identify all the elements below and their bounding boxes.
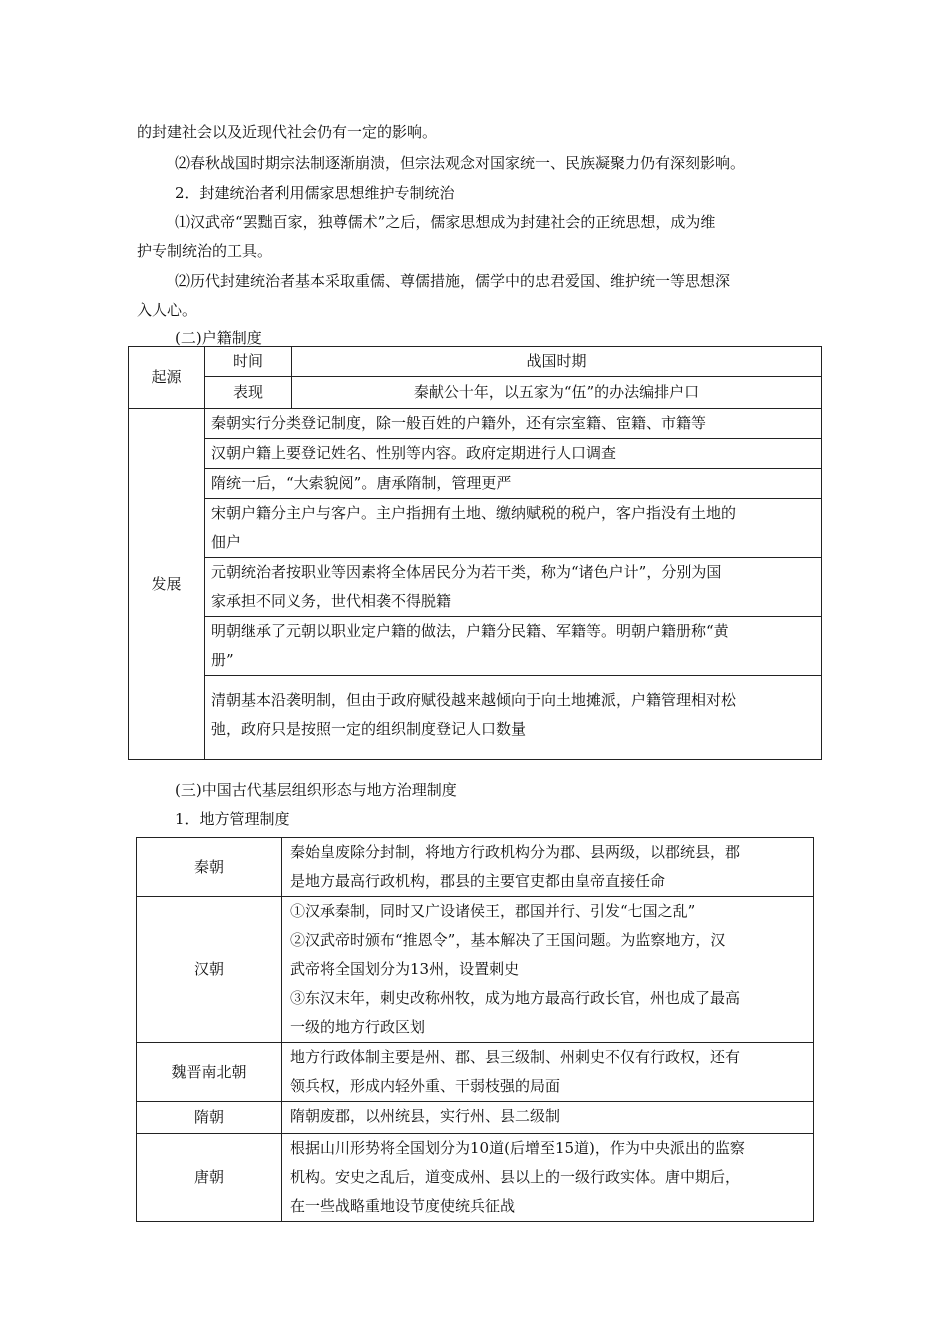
dev-row-line: 汉朝户籍上要登记姓名、性别等内容。政府定期进行人口调查 xyxy=(211,444,617,462)
dev-row-line: 佃户 xyxy=(211,533,242,551)
dev-row-line: 明朝继承了元朝以职业定户籍的做法，户籍分民籍、军籍等。明朝户籍册称“黄 xyxy=(211,622,729,640)
dev-row xyxy=(205,439,822,469)
policy-line: 是地方最高行政机构，郡县的主要官吏都由皇帝直接任命 xyxy=(290,872,666,890)
dev-row xyxy=(205,617,822,676)
policy-cell xyxy=(282,1043,814,1102)
dev-row xyxy=(205,469,822,499)
section-2-title: (二)户籍制度 xyxy=(175,329,262,347)
policy-line: ③东汉末年，刺史改称州牧，成为地方最高行政长官，州也成了最高 xyxy=(290,989,741,1007)
dynasty-cell: 魏晋南北朝 xyxy=(137,1043,282,1102)
perf-label: 表现 xyxy=(205,377,292,409)
policy-line: 根据山川形势将全国划分为10道(后增至15道)，作为中央派出的监察 xyxy=(290,1139,745,1157)
paragraph-2: ⑵春秋战国时期宗法制逐渐崩溃，但宗法观念对国家统一、民族凝聚力仍有深刻影响。 xyxy=(175,154,746,172)
dynasty-cell: 秦朝 xyxy=(137,838,282,897)
dev-row-line: 秦朝实行分类登记制度，除一般百姓的户籍外，还有宗室籍、宦籍、市籍等 xyxy=(211,414,707,432)
paragraph-3: 2．封建统治者利用儒家思想维护专制统治 xyxy=(175,184,455,202)
perf-value: 秦献公十年，以五家为“伍”的办法编排户口 xyxy=(292,377,822,409)
dev-row xyxy=(205,409,822,439)
policy-cell xyxy=(282,1134,814,1222)
dev-row-line: 清朝基本沿袭明制，但由于政府赋役越来越倾向于向土地摊派，户籍管理相对松 xyxy=(211,691,737,709)
dev-row-line: 隋统一后，“大索貌阅”。唐承隋制，管理更严 xyxy=(211,474,512,492)
dev-row-line: 册” xyxy=(211,651,234,669)
paragraph-6: ⑵历代封建统治者基本采取重儒、尊儒措施，儒学中的忠君爱国、维护统一等思想深 xyxy=(175,272,731,290)
dev-row xyxy=(205,558,822,617)
paragraph-1: 的封建社会以及近现代社会仍有一定的影响。 xyxy=(137,123,438,141)
paragraph-4: ⑴汉武帝“罢黜百家，独尊儒术”之后，儒家思想成为封建社会的正统思想，成为维 xyxy=(175,213,716,231)
paragraph-7: 入人心。 xyxy=(137,301,198,319)
huji-table xyxy=(128,346,822,760)
policy-line: ②汉武帝时颁布“推恩令”，基本解决了王国问题。为监察地方，汉 xyxy=(290,931,726,949)
policy-line: 在一些战略重地设节度使统兵征战 xyxy=(290,1197,516,1215)
dev-label: 发展 xyxy=(129,409,205,760)
policy-line: 秦始皇废除分封制，将地方行政机构分为郡、县两级，以郡统县，郡 xyxy=(290,843,741,861)
dev-row-line: 弛，政府只是按照一定的组织制度登记人口数量 xyxy=(211,720,527,738)
time-value: 战国时期 xyxy=(292,347,822,377)
policy-line: 一级的地方行政区划 xyxy=(290,1018,426,1036)
difang-table xyxy=(136,837,814,1222)
policy-line: 武帝将全国划分为13州，设置刺史 xyxy=(290,960,520,978)
paragraph-5: 护专制统治的工具。 xyxy=(137,242,273,260)
dynasty-cell: 唐朝 xyxy=(137,1134,282,1222)
dev-row-line: 元朝统治者按职业等因素将全体居民分为若干类，称为“诸色户计”，分别为国 xyxy=(211,563,722,581)
dynasty-cell: 汉朝 xyxy=(137,897,282,1043)
section-3-title: (三)中国古代基层组织形态与地方治理制度 xyxy=(175,781,457,799)
origin-label: 起源 xyxy=(129,347,205,409)
policy-line: ①汉承秦制，同时又广设诸侯王，郡国并行、引发“七国之乱” xyxy=(290,902,696,920)
policy-line: 隋朝废郡，以州统县，实行州、县二级制 xyxy=(290,1107,561,1125)
dev-row xyxy=(205,499,822,558)
section-3-subtitle: 1．地方管理制度 xyxy=(175,810,290,828)
time-label: 时间 xyxy=(205,347,292,377)
policy-line: 地方行政体制主要是州、郡、县三级制、州刺史不仅有行政权，还有 xyxy=(290,1048,741,1066)
dev-row xyxy=(205,676,822,760)
dev-row-line: 宋朝户籍分主户与客户。主户指拥有土地、缴纳赋税的税户，客户指没有土地的 xyxy=(211,504,737,522)
policy-cell xyxy=(282,897,814,1043)
policy-cell xyxy=(282,838,814,897)
policy-line: 机构。安史之乱后，道变成州、县以上的一级行政实体。唐中期后， xyxy=(290,1168,741,1186)
policy-line: 领兵权，形成内轻外重、干弱枝强的局面 xyxy=(290,1077,561,1095)
policy-cell xyxy=(282,1102,814,1134)
dynasty-cell: 隋朝 xyxy=(137,1102,282,1134)
dev-row-line: 家承担不同义务，世代相袭不得脱籍 xyxy=(211,592,452,610)
